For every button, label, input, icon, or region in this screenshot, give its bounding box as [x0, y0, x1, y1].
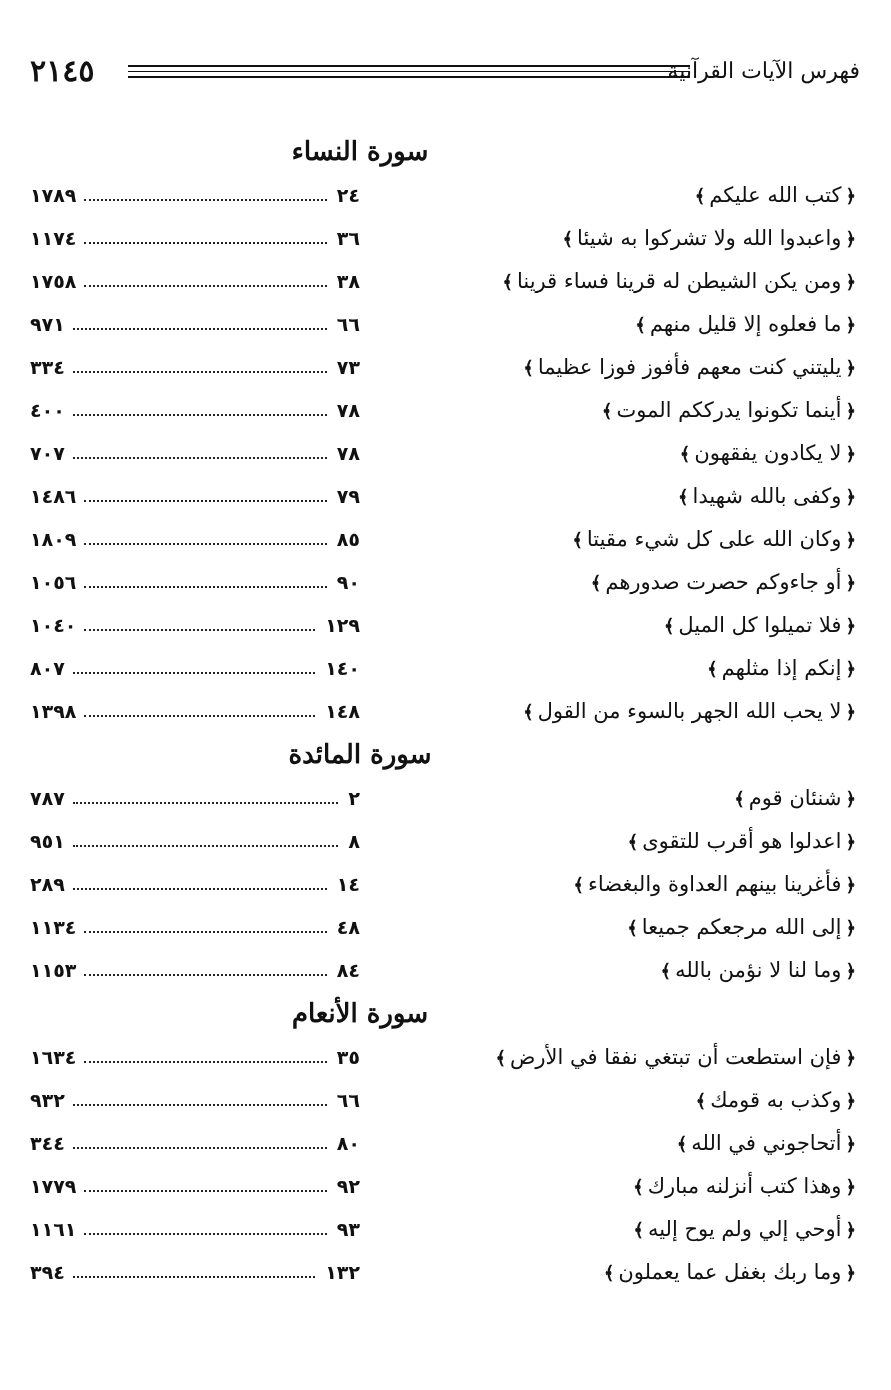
verse-text	[629, 1208, 860, 1251]
verse-text	[498, 260, 860, 303]
verse-reference	[30, 647, 360, 690]
verse-reference	[30, 1079, 360, 1122]
verse-excerpt: فإن استطعت أن تبتغي نفقا في الأرض	[510, 1045, 842, 1069]
ornate-bracket-open: ﴿	[845, 1091, 856, 1112]
surah-heading: سورة المائدة	[288, 740, 432, 770]
verse-text	[491, 1036, 860, 1079]
dot-leader	[73, 672, 315, 674]
verse-excerpt: كتب الله عليكم	[709, 183, 842, 207]
surah-heading: سورة النساء	[291, 137, 429, 167]
index-entry	[30, 217, 860, 260]
index-entry	[30, 777, 860, 820]
dot-leader	[84, 715, 315, 717]
verse-excerpt: أتحاجوني في الله	[691, 1131, 842, 1155]
ornate-bracket-open: ﴿	[845, 1177, 856, 1198]
verse-text	[598, 389, 860, 432]
index-entry	[30, 475, 860, 518]
verse-reference	[30, 820, 360, 863]
verse-reference	[30, 690, 360, 733]
ornate-bracket-close: ﴾	[734, 789, 745, 810]
ornate-bracket-open: ﴿	[845, 918, 856, 939]
verse-excerpt: لا يحب الله الجهر بالسوء من القول	[537, 699, 842, 723]
ornate-bracket-close: ﴾	[590, 573, 602, 594]
dot-leader	[84, 586, 326, 588]
verse-excerpt: فأغرينا بينهم العداوة والبغضاء	[587, 872, 842, 896]
page-number: ٢١٤٥	[30, 54, 95, 89]
ayah-number: ٩٣	[336, 1218, 360, 1241]
verse-text	[657, 949, 860, 992]
page-reference: ١٠٤٠	[30, 614, 77, 637]
ornate-bracket-open: ﴿	[845, 789, 856, 810]
ornate-bracket-open: ﴿	[845, 358, 856, 379]
ornate-bracket-close: ﴾	[635, 315, 646, 336]
page-reference: ٣٣٤	[30, 356, 65, 379]
verse-text	[703, 647, 860, 690]
index-entry	[30, 561, 860, 604]
dot-leader	[84, 285, 326, 287]
index-entry	[30, 260, 860, 303]
ornate-bracket-close: ﴾	[633, 1177, 644, 1198]
verse-reference	[30, 303, 360, 346]
page-reference: ٤٠٠	[30, 399, 65, 422]
verse-reference	[30, 1208, 360, 1251]
ornate-bracket-open: ﴿	[845, 315, 856, 336]
verse-excerpt: وما ربك بغفل عما يعملون	[618, 1260, 842, 1284]
ayah-number: ٣٥	[336, 1046, 360, 1069]
index-entry	[30, 863, 860, 906]
page-reference: ١١٥٣	[30, 959, 77, 982]
verse-text	[660, 604, 860, 647]
ayah-number: ٣٦	[336, 227, 360, 250]
verse-reference	[30, 217, 360, 260]
header-rule	[128, 65, 690, 67]
verse-text	[631, 303, 860, 346]
index-entry	[30, 1122, 860, 1165]
page-reference: ١٤٨٦	[30, 485, 77, 508]
dot-leader	[73, 414, 327, 416]
ayah-number: ٤٨	[336, 916, 360, 939]
ayah-number: ١٤٨	[325, 700, 360, 723]
verse-reference	[30, 863, 360, 906]
dot-leader	[73, 1147, 327, 1149]
dot-leader	[84, 543, 326, 545]
index-entry	[30, 346, 860, 389]
ayah-number: ١٤	[336, 873, 360, 896]
ayah-number: ٨	[348, 830, 360, 853]
verse-excerpt: وما لنا لا نؤمن بالله	[675, 958, 842, 982]
index-entry	[30, 389, 860, 432]
verse-excerpt: وكذب به قومك	[710, 1088, 842, 1112]
verse-excerpt: وهذا كتب أنزلنه مبارك	[647, 1174, 842, 1198]
verse-reference	[30, 906, 360, 949]
verse-text	[559, 217, 861, 260]
header-rule	[128, 76, 690, 78]
page-reference: ١٨٠٩	[30, 528, 77, 551]
ayah-number: ٣٨	[336, 270, 360, 293]
ornate-bracket-open: ﴿	[845, 573, 856, 594]
verse-text	[691, 174, 860, 217]
ornate-bracket-open: ﴿	[845, 875, 856, 896]
verse-reference	[30, 1251, 360, 1294]
ayah-number: ٧٨	[336, 399, 360, 422]
dot-leader	[84, 1233, 326, 1235]
ornate-bracket-open: ﴿	[845, 832, 856, 853]
dot-leader	[73, 888, 327, 890]
dot-leader	[73, 457, 327, 459]
page-reference: ٩٣٢	[30, 1089, 65, 1112]
ornate-bracket-close: ﴾	[573, 875, 584, 896]
verse-text	[519, 690, 860, 733]
ayah-number: ٩٢	[336, 1175, 360, 1198]
index-entry	[30, 303, 860, 346]
dot-leader	[84, 931, 326, 933]
index-entry	[30, 1079, 860, 1122]
index-entry	[30, 174, 860, 217]
page-reference: ١٠٥٦	[30, 571, 77, 594]
verse-reference	[30, 561, 360, 604]
ornate-bracket-close: ﴾	[603, 1263, 615, 1284]
ornate-bracket-close: ﴾	[627, 918, 638, 939]
ornate-bracket-close: ﴾	[663, 616, 675, 637]
verse-text	[569, 863, 860, 906]
page-reference: ٣٤٤	[30, 1132, 65, 1155]
verse-text	[676, 432, 860, 475]
ornate-bracket-close: ﴾	[523, 358, 534, 379]
page-reference: ٩٧١	[30, 313, 65, 336]
index-entry	[30, 432, 860, 475]
page-reference: ١١٣٤	[30, 916, 77, 939]
index-entry	[30, 1165, 860, 1208]
index-entry	[30, 690, 860, 733]
ayah-number: ١٤٠	[325, 657, 360, 680]
ornate-bracket-close: ﴾	[562, 229, 574, 250]
ayah-number: ١٢٩	[325, 614, 360, 637]
verse-excerpt: اعدلوا هو أقرب للتقوى	[642, 829, 842, 853]
page-reference: ٧٠٧	[30, 442, 65, 465]
ornate-bracket-open: ﴿	[845, 186, 856, 207]
running-title: فهرس الآيات القرآنية	[667, 59, 860, 84]
verse-reference	[30, 260, 360, 303]
dot-leader	[73, 802, 339, 804]
verse-reference	[30, 174, 360, 217]
ornate-bracket-close: ﴾	[523, 702, 534, 723]
ornate-bracket-open: ﴿	[845, 487, 856, 508]
dot-leader	[73, 328, 327, 330]
page-reference: ١٧٧٩	[30, 1175, 77, 1198]
ayah-number: ٧٨	[336, 442, 360, 465]
ayah-number: ١٣٢	[325, 1261, 360, 1284]
header-rule	[128, 71, 690, 72]
verse-excerpt: لا يكادون يفقهون	[694, 441, 842, 465]
verse-reference	[30, 949, 360, 992]
page-reference: ١٦٣٤	[30, 1046, 77, 1069]
index-entry	[30, 820, 860, 863]
ornate-bracket-open: ﴿	[845, 1220, 856, 1241]
ayah-number: ٧٩	[336, 485, 360, 508]
verse-text	[568, 518, 860, 561]
verse-text	[674, 475, 860, 518]
ornate-bracket-open: ﴿	[845, 530, 856, 551]
page-header	[30, 52, 860, 92]
ayah-number: ٨٤	[336, 959, 360, 982]
verse-excerpt: أو جاءوكم حصرت صدورهم	[605, 570, 842, 594]
verse-text	[624, 820, 860, 863]
ornate-bracket-close: ﴾	[572, 530, 583, 551]
dot-leader	[84, 500, 326, 502]
verse-excerpt: أينما تكونوا يدرككم الموت	[616, 398, 842, 422]
index-entry	[30, 906, 860, 949]
verse-reference	[30, 1165, 360, 1208]
page-reference: ١٧٨٩	[30, 184, 77, 207]
ayah-number: ٢	[348, 787, 360, 810]
verse-reference	[30, 604, 360, 647]
page-reference: ١١٧٤	[30, 227, 77, 250]
ornate-bracket-open: ﴿	[845, 616, 856, 637]
dot-leader	[73, 371, 327, 373]
ornate-bracket-open: ﴿	[845, 702, 856, 723]
verse-excerpt: إنكم إذا مثلهم	[721, 656, 842, 680]
ornate-bracket-open: ﴿	[845, 1263, 856, 1284]
index-entry	[30, 1036, 860, 1079]
verse-text	[600, 1251, 860, 1294]
ayah-number: ٦٦	[336, 313, 360, 336]
verse-text	[587, 561, 860, 604]
ornate-bracket-open: ﴿	[845, 659, 856, 680]
ornate-bracket-open: ﴿	[845, 401, 856, 422]
ornate-bracket-close: ﴾	[676, 1134, 688, 1155]
ornate-bracket-close: ﴾	[601, 401, 613, 422]
ayah-number: ٨٥	[336, 528, 360, 551]
verse-reference	[30, 432, 360, 475]
ornate-bracket-open: ﴿	[845, 1134, 856, 1155]
dot-leader	[84, 1190, 326, 1192]
ornate-bracket-close: ﴾	[677, 487, 689, 508]
verse-index	[30, 130, 860, 1294]
index-entry	[30, 647, 860, 690]
index-entry	[30, 1208, 860, 1251]
verse-reference	[30, 389, 360, 432]
dot-leader	[84, 199, 326, 201]
dot-leader	[84, 1061, 326, 1063]
dot-leader	[73, 1276, 315, 1278]
page-reference: ٩٥١	[30, 830, 65, 853]
ornate-bracket-open: ﴿	[845, 1048, 856, 1069]
dot-leader	[73, 845, 339, 847]
verse-excerpt: ما فعلوه إلا قليل منهم	[649, 312, 842, 336]
dot-leader	[73, 1104, 327, 1106]
index-entry	[30, 604, 860, 647]
verse-text	[629, 1165, 860, 1208]
verse-reference	[30, 346, 360, 389]
ornate-bracket-close: ﴾	[502, 272, 513, 293]
ornate-bracket-close: ﴾	[679, 444, 691, 465]
verse-excerpt: ومن يكن الشيطن له قرينا فساء قرينا	[516, 269, 842, 293]
page-reference: ١١٦١	[30, 1218, 77, 1241]
ornate-bracket-open: ﴿	[845, 272, 856, 293]
verse-reference	[30, 1122, 360, 1165]
verse-text	[692, 1079, 860, 1122]
verse-excerpt: وكان الله على كل شيء مقيتا	[586, 527, 842, 551]
ayah-number: ٨٠	[336, 1132, 360, 1155]
ayah-number: ٢٤	[336, 184, 360, 207]
page-reference: ١٣٩٨	[30, 700, 77, 723]
page-reference: ٣٩٤	[30, 1261, 65, 1284]
index-entry	[30, 1251, 860, 1294]
verse-excerpt: واعبدوا الله ولا تشركوا به شيئا	[577, 226, 842, 250]
ornate-bracket-close: ﴾	[707, 659, 718, 680]
verse-text	[730, 777, 860, 820]
dot-leader	[84, 242, 326, 244]
verse-reference	[30, 475, 360, 518]
verse-text	[673, 1122, 860, 1165]
ornate-bracket-close: ﴾	[627, 832, 639, 853]
ayah-number: ٧٣	[336, 356, 360, 379]
ayah-number: ٩٠	[336, 571, 360, 594]
verse-excerpt: إلى الله مرجعكم جميعا	[641, 915, 842, 939]
index-entry	[30, 518, 860, 561]
index-entry	[30, 949, 860, 992]
verse-text	[519, 346, 860, 389]
page-reference: ١٧٥٨	[30, 270, 77, 293]
ornate-bracket-close: ﴾	[694, 186, 706, 207]
verse-excerpt: فلا تميلوا كل الميل	[678, 613, 842, 637]
verse-reference	[30, 1036, 360, 1079]
verse-excerpt: وكفى بالله شهيدا	[692, 484, 842, 508]
verse-excerpt: شنئان قوم	[748, 786, 842, 810]
surah-heading: سورة الأنعام	[291, 999, 429, 1029]
ornate-bracket-close: ﴾	[495, 1048, 507, 1069]
page-reference: ٧٨٧	[30, 787, 65, 810]
ayah-number: ٦٦	[336, 1089, 360, 1112]
ornate-bracket-open: ﴿	[845, 961, 856, 982]
ornate-bracket-open: ﴿	[845, 229, 856, 250]
dot-leader	[84, 974, 326, 976]
verse-reference	[30, 777, 360, 820]
ornate-bracket-open: ﴿	[845, 444, 856, 465]
ornate-bracket-close: ﴾	[660, 961, 672, 982]
verse-excerpt: أوحي إلي ولم يوح إليه	[647, 1217, 842, 1241]
ornate-bracket-close: ﴾	[695, 1091, 707, 1112]
verse-excerpt: يليتني كنت معهم فأفوز فوزا عظيما	[537, 355, 842, 379]
dot-leader	[84, 629, 315, 631]
page-reference: ٨٠٧	[30, 657, 65, 680]
verse-reference	[30, 518, 360, 561]
verse-text	[623, 906, 860, 949]
page-reference: ٢٨٩	[30, 873, 65, 896]
ornate-bracket-close: ﴾	[633, 1220, 644, 1241]
